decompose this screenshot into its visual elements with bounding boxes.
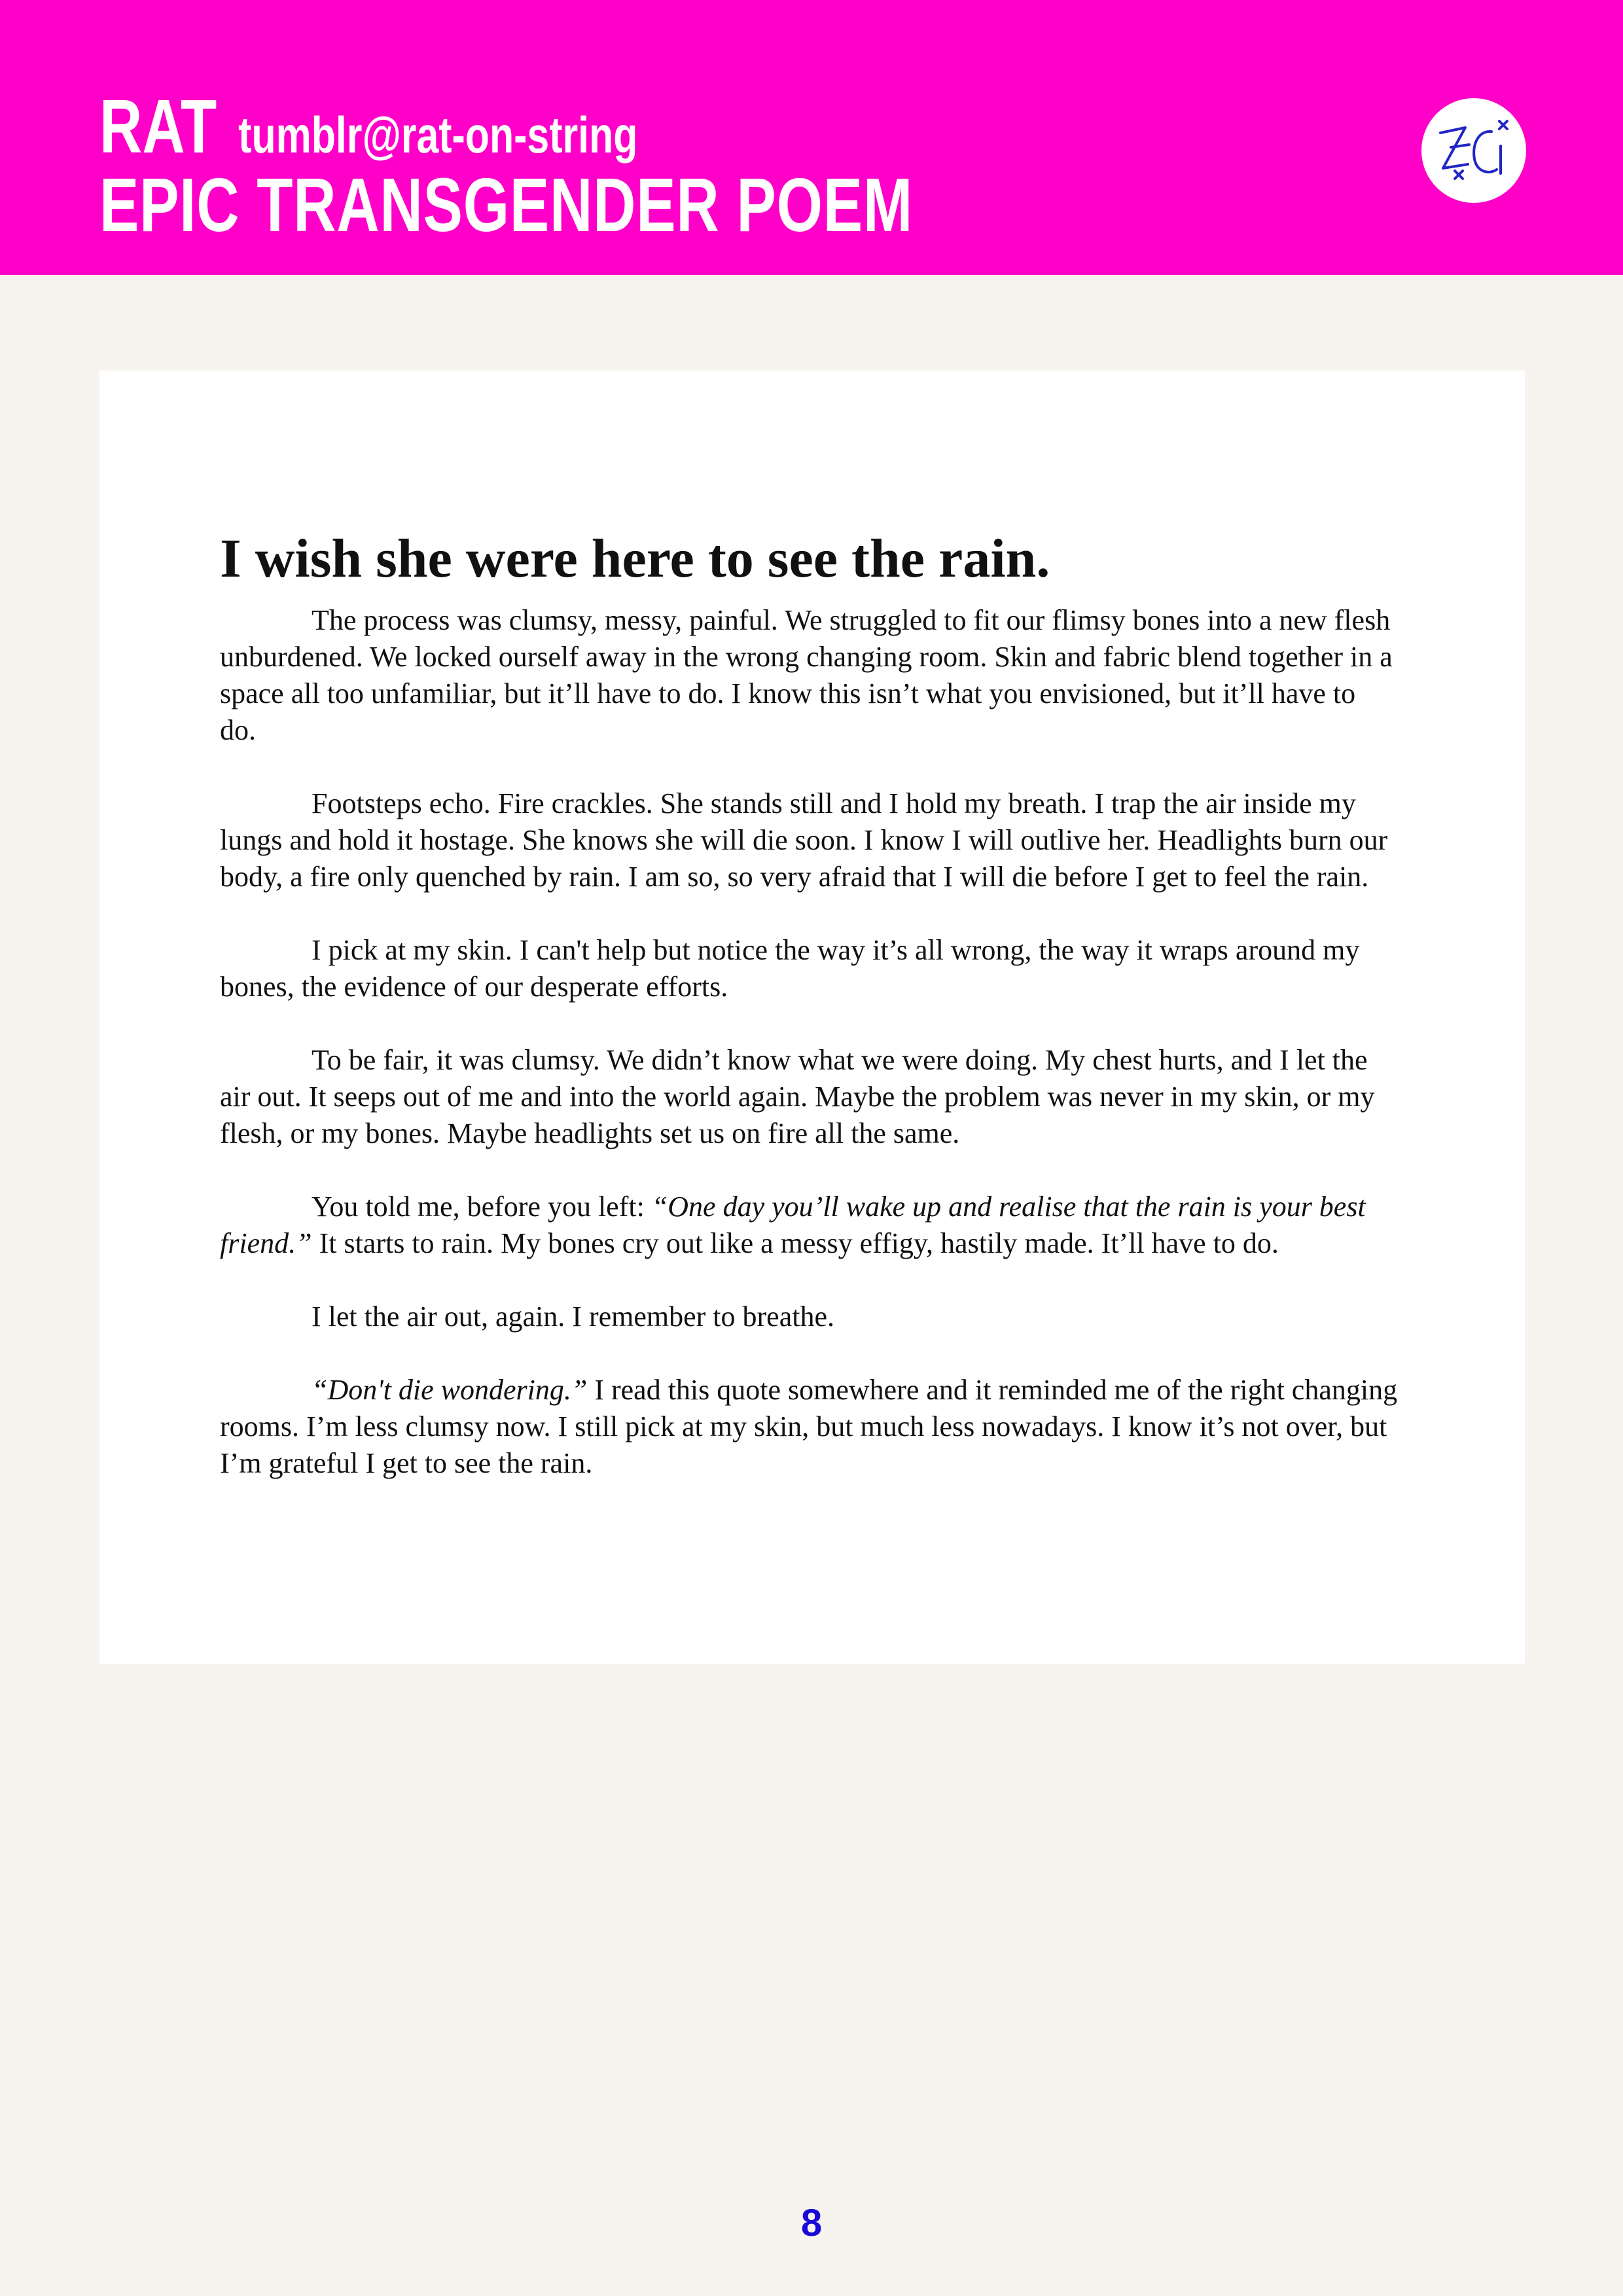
poem-title: I wish she were here to see the rain. [220,528,1050,589]
page-number: 8 [800,2202,823,2244]
author-name: RAT [99,84,217,169]
zine-logo-glyph [1431,108,1516,193]
poem-paragraph: I let the air out, again. I remember to breathe. [312,1300,834,1333]
poem-paragraph: Footsteps echo. Fire crackles. She stands still and I hold my breath. I trap the air inside my lungs and hold it hostage. She knows she will die soon. I know I will outlive her. Headlights burn our body, a fire only quenched by rain. I am so, so very afraid that I will die before I get to feel the rain. [220,787,1388,893]
author-handle: tumblr@rat-on-string [238,106,638,164]
poem-body [220,524,1398,1518]
italic-quote: “Don't die wondering.” [312,1374,588,1406]
paragraph-text: You told me, before you left: [312,1191,652,1223]
poem-paragraph: To be fair, it was clumsy. We didn’t know what we were doing. My chest hurts, and I let the air out. It seeps out of me and into the world again. Maybe the problem was never in my skin, or my flesh, or my bones. Maybe headlights set us on fire all the same. [220,1044,1375,1149]
poem-paragraph: I pick at my skin. I can't help but notice the way it’s all wrong, the way it wraps around my bones, the evidence of our desperate efforts. [220,934,1360,1003]
poem-paragraph [220,1372,1398,1482]
italic-quote: “One day you’ll wake up and realise that the rain is your best friend.” [220,1191,1366,1259]
paragraph-text: It starts to rain. My bones cry out like a messy effigy, hastily made. It’ll have to do. [312,1227,1279,1259]
zine-piece-title: EPIC TRANSGENDER POEM [99,162,914,247]
poem-paragraph [220,1189,1398,1262]
paragraph-text: I read this quote somewhere and it reminded me of the right changing rooms. I’m less clumsy now. I still pick at my skin, but much less nowadays. I know it’s not over, but I’m grateful I get to see the rain. [220,1374,1398,1479]
header-banner [0,0,1623,275]
poem-paragraph: The process was clumsy, messy, painful. We struggled to fit our flimsy bones into a new flesh unburdened. We locked ourself away in the wrong changing room. Skin and fabric blend together in a space all too unfamiliar, but it’ll have to do. I know this isn’t what you envisioned, but it’ll have to do. [220,604,1393,746]
zine-logo-icon [1421,98,1526,203]
